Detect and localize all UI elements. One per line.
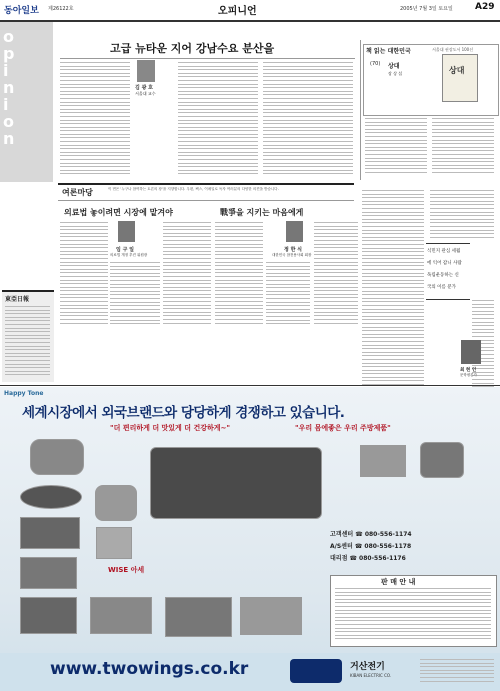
- newspaper-logo: 동아일보: [4, 6, 39, 16]
- product-kettle: [95, 485, 137, 521]
- ad-small-brand: Happy Tone: [4, 390, 44, 397]
- contact-3: 대리점 ☎ 080-556-1176: [330, 555, 406, 562]
- product-bottom-5: [240, 597, 302, 635]
- main-col-divider: [360, 40, 361, 180]
- page-number: A29: [475, 2, 495, 12]
- book-cover-title: 상대: [449, 66, 465, 75]
- ad-footer: [0, 653, 500, 691]
- right-essay-col2: [430, 190, 494, 240]
- product-pot: [30, 439, 84, 475]
- product-grill-main: [150, 447, 322, 519]
- shop-table-rows: [335, 588, 491, 642]
- product-cooker: [420, 442, 464, 478]
- main-body-col1: [60, 62, 130, 177]
- twowings-logo: [290, 659, 342, 683]
- main-body-col2: [178, 62, 258, 177]
- ad-headline: 세계시장에서 외국브랜드와 당당하게 경쟁하고 있습니다.: [22, 405, 345, 421]
- right-column-body-a: [215, 222, 263, 326]
- right-essay-col1: [362, 190, 424, 388]
- masthead-rule: [0, 20, 500, 22]
- quote-line-1: 식민지 관심 세월: [427, 249, 461, 254]
- contact-2: A/S센터 ☎ 080-556-1178: [330, 543, 412, 550]
- writer-name: 김 광 호: [135, 85, 153, 91]
- quote-line-2: 에 익어 갑니 사람: [427, 261, 462, 266]
- right-writer-photo: [286, 221, 303, 242]
- company-name-en: KIBAN ELECTRIC CO.: [350, 673, 392, 678]
- company-name: 거산전기: [350, 662, 385, 672]
- quote-box: [426, 243, 470, 300]
- writer-photo: [137, 60, 155, 82]
- book-cover: [442, 54, 478, 102]
- info-sidebar: [2, 290, 54, 382]
- issue-number: 제26122호: [48, 6, 74, 12]
- ad-sub-left: "더 편리하게 더 맛있게 더 건강하게~": [110, 424, 231, 432]
- ad-sub-right: "우리 몸에좋은 우리 주방제품": [295, 424, 391, 432]
- title-underline: [60, 58, 355, 59]
- right-writer-photo-2: [461, 340, 481, 364]
- right-writer-name: 정 한 식: [284, 247, 302, 253]
- writer-title: 서울대 교수: [135, 91, 156, 96]
- right-column-title: 戰爭을 지키는 마음에게: [220, 208, 304, 217]
- book-box-subheading: 서울대 권장도서 100선: [432, 47, 474, 52]
- banner-text: 이 면은 '누구나 참여하는 토론의 장'을 지향합니다. 우편, 팩스, 이메일로 독자 여러분의 다양한 의견을 받습니다.: [108, 187, 279, 191]
- ad-website[interactable]: www.twowings.co.kr: [50, 659, 249, 679]
- right-column-body-c: [314, 222, 358, 326]
- product-label: WISE 아세: [108, 566, 145, 574]
- quote-line-3: 독립운동하는 신: [427, 273, 459, 278]
- shop-table-heading: 판 매 안 내: [381, 578, 416, 586]
- left-writer-name: 임 구 일: [116, 247, 134, 253]
- right-essay-writer-title: 문학평론가: [460, 373, 477, 377]
- left-writer-photo: [118, 221, 135, 242]
- sidebar-brand: 東亞日報: [5, 296, 30, 303]
- opinion-vertical-label: o p i n i o n: [3, 27, 15, 148]
- section-title: 오피니언: [218, 6, 257, 17]
- left-column-body-c: [163, 222, 211, 326]
- left-column-body-a: [60, 222, 108, 326]
- left-column-title: 의료법 놓이려면 시장에 맡겨야: [64, 208, 173, 217]
- book-box-heading: 책 읽는 대한민국: [366, 48, 411, 55]
- product-toaster: [360, 445, 406, 477]
- quote-line-4: 국의 이름 분가: [427, 285, 456, 290]
- book-box: [363, 44, 499, 116]
- product-mixer: [96, 527, 132, 559]
- date-label: 2005년 7월 3일 토요일: [400, 6, 453, 12]
- left-writer-title: 의료법 개정 추진 위원장: [110, 253, 148, 257]
- product-bottom-3: [90, 597, 152, 634]
- banner-heading: 여론마당: [62, 188, 93, 197]
- main-body-col3: [263, 62, 353, 177]
- right-essay-writer-name: 최 현 인: [460, 368, 477, 373]
- book-review-col1: [365, 118, 427, 176]
- contact-1: 고객센터 ☎ 080-556-1174: [330, 531, 412, 538]
- book-number: (70): [370, 61, 381, 67]
- book-title: 상대: [388, 63, 400, 70]
- sidebar-text: [5, 306, 50, 378]
- editorial-bottom-rule: [0, 385, 500, 386]
- advertisement: [0, 387, 500, 691]
- masthead: [0, 0, 500, 20]
- opinion-banner: [58, 183, 354, 201]
- contact-box: [330, 527, 495, 573]
- company-address: [420, 659, 494, 684]
- right-column-body-b: [266, 262, 310, 327]
- product-bottom-2: [20, 597, 77, 634]
- product-bottom-1: [20, 557, 77, 589]
- book-review-col2: [432, 118, 494, 176]
- shop-table: [330, 575, 497, 647]
- book-author: 장 상 섭: [388, 71, 403, 76]
- product-grill-left: [20, 517, 80, 549]
- product-pan: [20, 485, 82, 509]
- right-writer-title: 대한민국 참전용사회 회장: [272, 253, 312, 257]
- main-column-title: 고급 뉴타운 지어 강남수요 분산을: [110, 42, 275, 55]
- product-bottom-4: [165, 597, 232, 637]
- left-column-body-b: [110, 262, 160, 327]
